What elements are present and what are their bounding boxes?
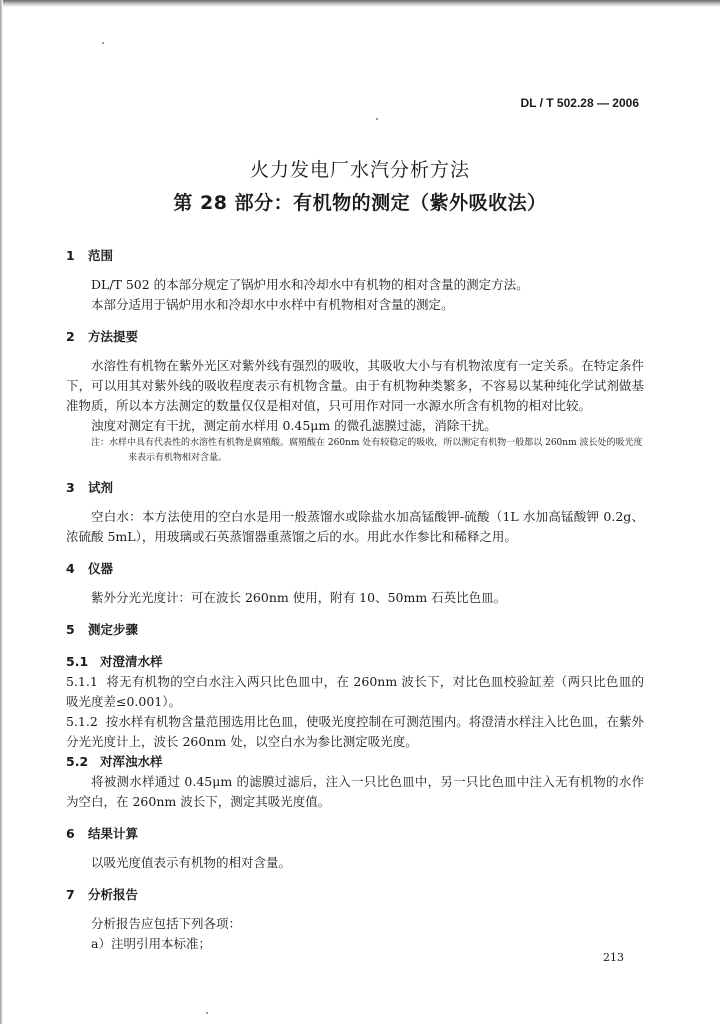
section-procedure <box>66 620 644 812</box>
section-analysis-report <box>66 885 644 954</box>
paragraph: 本部分适用于锅炉用水和冷却水中水样中有机物相对含量的测定。 <box>91 297 454 312</box>
section-title: 分析报告 <box>88 887 139 902</box>
section-title: 测定步骤 <box>88 622 139 637</box>
section-number: 1 <box>66 248 75 263</box>
section-title: 范围 <box>88 248 114 263</box>
paragraph: 将被测水样通过 0.45μm 的滤膜过滤后，注入一只比色皿中，另一只比色皿中注入无有机物的水作为空白，在 260nm 波长下，测定其吸光度值。 <box>66 774 644 809</box>
section-number: 4 <box>66 561 75 576</box>
section-heading <box>66 478 644 498</box>
section-method-summary <box>66 327 644 466</box>
paragraph: 以吸光度值表示有机物的相对含量。 <box>91 855 292 870</box>
section-heading <box>66 824 644 844</box>
subsection-number: 5.1 <box>66 654 89 669</box>
section-heading <box>66 620 644 640</box>
paragraph: 水溶性有机物在紫外光区对紫外线有强烈的吸收，其吸收大小与有机物浓度有一定关系。在特定条件下，可以用其对紫外线的吸收程度表示有机物含量。由于有机物种类繁多，不容易以某种纯化学试剂做基准物质，所以本方法测定的数量仅仅是相对值，只可用作对同一水源水所含有机物的相对比较。 <box>66 358 644 413</box>
section-number: 6 <box>66 826 75 841</box>
section-instruments <box>66 559 644 608</box>
section-heading <box>66 246 644 266</box>
document-title-line2: 第 28 部分：有机物的测定（紫外吸收法） <box>173 192 547 214</box>
section-heading <box>66 885 644 905</box>
list-item: a）注明引用本标准； <box>91 936 211 951</box>
scan-edge-top <box>0 0 720 7</box>
section-heading <box>66 327 644 347</box>
note: 注：水样中具有代表性的水溶性有机物是腐殖酸。腐殖酸在 260nm 处有较稳定的吸收，所以测定有机物一般都以 260nm 波长处的吸光度来表示有机物相对含量。 <box>91 438 643 463</box>
scan-speck <box>376 118 378 120</box>
section-number: 3 <box>66 480 75 495</box>
subsection-title: 对浑浊水样 <box>100 754 163 769</box>
section-result-calculation <box>66 824 644 873</box>
page-number: 213 <box>603 951 624 964</box>
clause <box>66 672 644 712</box>
subsection-title: 对澄清水样 <box>100 654 163 669</box>
section-title: 方法提要 <box>88 329 139 344</box>
section-title: 试剂 <box>88 480 114 495</box>
section-number: 7 <box>66 887 75 902</box>
clause-text: 将无有机物的空白水注入两只比色皿中，在 260nm 波长下，对比色皿校验缸差（两只比色皿的吸光度差≤0.001）。 <box>66 674 644 709</box>
subsection-heading <box>66 652 644 672</box>
subsection-heading <box>66 752 644 772</box>
section-scope <box>66 246 644 315</box>
clause-number: 5.1.2 <box>66 714 98 729</box>
section-reagents <box>66 478 644 547</box>
paragraph: 紫外分光光度计：可在波长 260nm 使用，附有 10、50mm 石英比色皿。 <box>91 590 507 605</box>
section-number: 5 <box>66 622 75 637</box>
scan-edge-left <box>0 0 3 1024</box>
paragraph: 分析报告应包括下列各项： <box>91 916 242 931</box>
clause-number: 5.1.1 <box>66 674 98 689</box>
paragraph: 浊度对测定有干扰，测定前水样用 0.45μm 的微孔滤膜过滤，消除干扰。 <box>91 418 497 433</box>
section-number: 2 <box>66 329 75 344</box>
section-title: 仪器 <box>88 561 114 576</box>
subsection-number: 5.2 <box>66 754 89 769</box>
paragraph: DL/T 502 的本部分规定了锅炉用水和冷却水中有机物的相对含量的测定方法。 <box>91 277 529 292</box>
clause <box>66 712 644 752</box>
clause-text: 按水样有机物含量范围选用比色皿，使吸光度控制在可测范围内。将澄清水样注入比色皿，在紫外分光光度计上，波长 260nm 处，以空白水为参比测定吸光度。 <box>66 714 644 749</box>
standard-code: DL / T 502.28 — 2006 <box>520 96 639 110</box>
section-title: 结果计算 <box>88 826 139 841</box>
section-heading <box>66 559 644 579</box>
paragraph: 空白水：本方法使用的空白水是用一般蒸馏水或除盐水加高锰酸钾-硫酸（1L 水加高锰酸钾 0.2g、浓硫酸 5mL），用玻璃或石英蒸馏器重蒸馏之后的水。用此水作参比和稀释之用。 <box>66 509 644 544</box>
document-title-line1: 火力发电厂水汽分析方法 <box>249 159 470 181</box>
scan-speck <box>102 42 104 44</box>
scan-speck <box>206 1012 208 1014</box>
document-body <box>66 246 644 954</box>
